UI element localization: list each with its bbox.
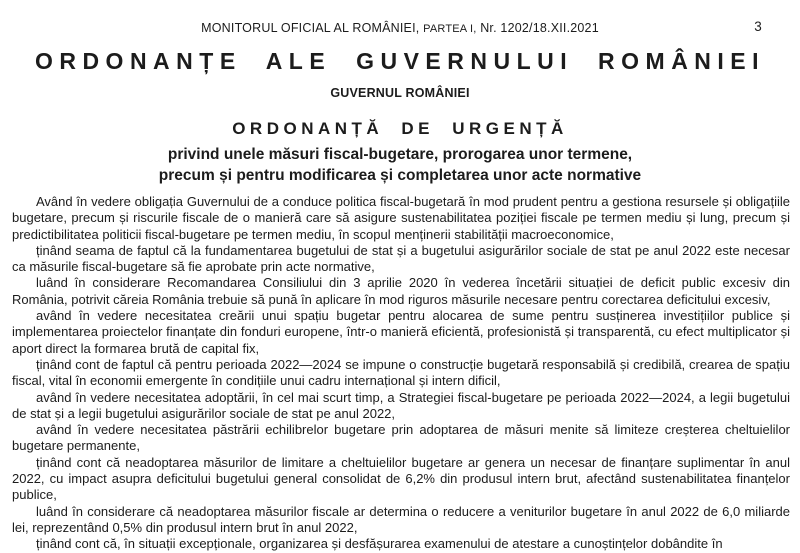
body-paragraph: Având în vedere obligația Guvernului de a conduce politica fiscal-bugetară în mod prudent pentru a gestiona resursele și obligațiile bugetare, precum și riscurile fiscale de o manieră care să asigure sustenabilitatea poziției fiscale pe termen mediu și lung, precum și predictibilitatea politicii fiscal-bugetare pe termen mediu, în scopul menținerii stabilității macroeconomice, [12, 194, 790, 242]
gazette-part: PARTEA I, [423, 23, 477, 35]
body-paragraph: ținând cont că, în situații excepționale, organizarea și desfășurarea examenului de atestare a cunoștințelor dobândite în [36, 536, 723, 552]
body-paragraph: luând în considerare Recomandarea Consiliului din 3 aprilie 2020 în vederea încetării situației de deficit public excesiv din România, potrivit căreia România trebuie să pună în aplicare în mod riguros măsurile necesare pentru corectarea deficitului excesiv, [12, 275, 790, 307]
page-number: 3 [754, 19, 762, 34]
gazette-title: MONITORUL OFICIAL AL ROMÂNIEI, [201, 21, 420, 35]
act-body [12, 194, 790, 553]
body-paragraph: având în vedere necesitatea creării unui spațiu bugetar pentru alocarea de sume pentru susținerea investițiilor publice și implementarea proiectelor finanțate din fonduri europene, într-o manieră eficientă, profesionistă și transparentă, cu efect multiplicator și aport direct la formarea brută de capital fix, [12, 308, 790, 356]
body-paragraph: ținând cont de faptul că pentru perioada 2022—2024 se impune o construcție bugetară responsabilă și credibilă, crearea de spațiu fiscal, vital în economii emergente în condițiile unui cadru internațional și intern dificil, [12, 356, 790, 389]
act-subtitle-line2: precum și pentru modificarea și completarea unor acte normative [158, 167, 642, 184]
body-paragraph: având în vedere necesitatea adoptării, în cel mai scurt timp, a Strategiei fiscal-bugetare pe perioada 2022—2024, a legii bugetului de stat și a legii bugetului asigurărilor sociale de stat pe anul 2022, [12, 389, 790, 421]
section-title: ORDONANȚE ALE GUVERNULUI ROMÂNIEI [34, 48, 766, 74]
body-paragraph: ținând seama de faptul că la fundamentarea bugetului de stat și a bugetului asigurărilor sociale de stat pe anul 2022 este necesar ca măsurile fiscal-bugetare să fie aprobate prin acte normative, [12, 242, 790, 275]
issuer-title: GUVERNUL ROMÂNIEI [330, 86, 470, 100]
act-title: ORDONANȚĂ DE URGENȚĂ [232, 119, 568, 138]
masthead [0, 0, 800, 35]
gazette-issue: Nr. 1202/18.XII.2021 [480, 21, 599, 35]
act-subtitle-line1: privind unele măsuri fiscal-bugetare, prorogarea unor termene, [167, 146, 633, 163]
body-paragraph: luând în considerare că neadoptarea măsurilor fiscale ar determina o reducere a veniturilor bugetare în anul 2022 de 6,0 miliarde lei, reprezentând 0,5% din produsul intern brut în anul 2022, [12, 503, 790, 535]
body-paragraph: având în vedere necesitatea păstrării echilibrelor bugetare prin adoptarea de măsuri menite să limiteze creșterea cheltuielilor bugetare permanente, [12, 422, 790, 454]
act-subtitle [0, 144, 800, 186]
body-paragraph: ținând cont că neadoptarea măsurilor de limitare a cheltuielilor bugetare ar genera un necesar de finanțare suplimentar în anul 2022, cu impact asupra deficitului bugetului general consolidat de 6,2% din produsul intern brut, afectând sustenabilitatea finanțelor publice, [12, 454, 790, 503]
